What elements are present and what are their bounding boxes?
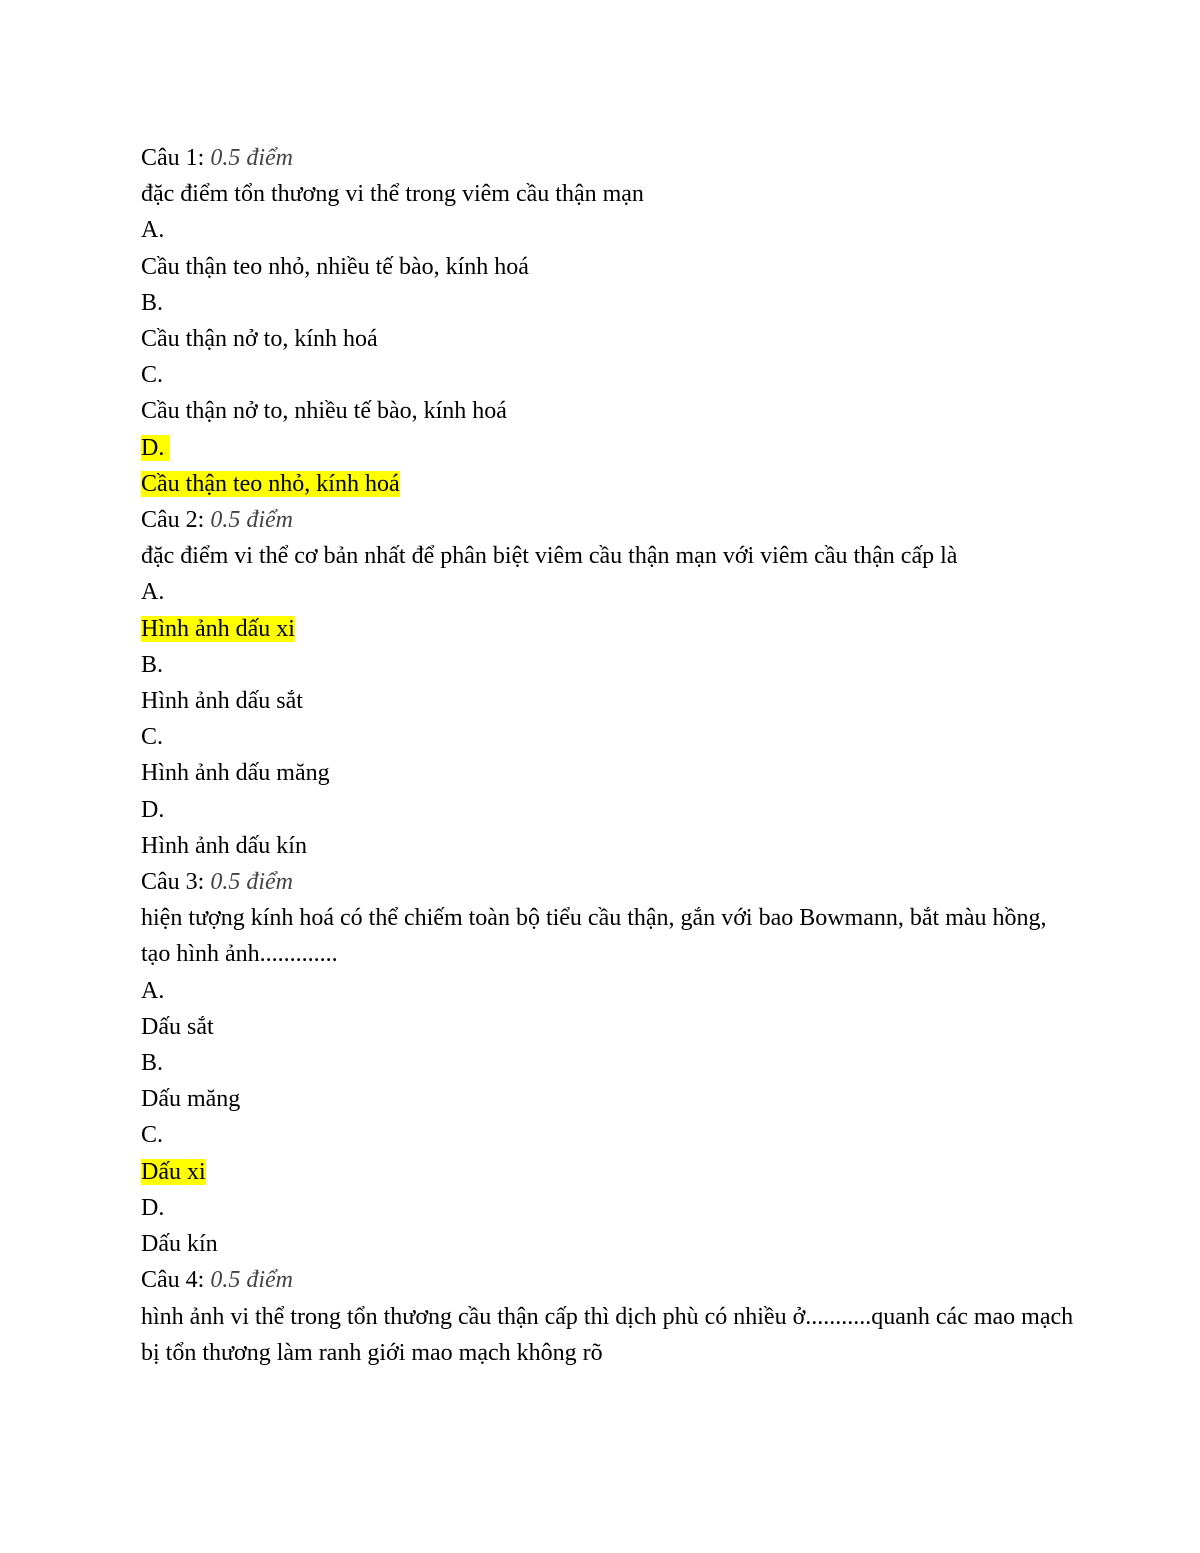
question-3-option-b-text: Dấu măng bbox=[141, 1086, 241, 1113]
question-1-option-b-letter: B. bbox=[141, 289, 164, 316]
question-3-option-c-letter: C. bbox=[141, 1122, 164, 1149]
document-page bbox=[141, 140, 1081, 1371]
question-2-option-a-text bbox=[141, 611, 1081, 647]
question-4-label: Câu 4: bbox=[141, 1267, 211, 1294]
question-2-text: đặc điểm vi thể cơ bản nhất để phân biệt viêm cầu thận mạn với viêm cầu thận cấp là bbox=[141, 543, 958, 570]
question-2 bbox=[141, 502, 1081, 864]
question-2-header bbox=[141, 502, 1081, 538]
question-2-option-d-text: Hình ảnh dấu kín bbox=[141, 832, 307, 859]
question-2-option-c-letter: C. bbox=[141, 724, 164, 751]
question-1-header bbox=[141, 140, 1081, 176]
question-2-points: 0.5 điểm bbox=[210, 507, 293, 534]
question-4-points: 0.5 điểm bbox=[210, 1267, 293, 1294]
highlighted-answer-text: Cầu thận teo nhỏ, kính hoá bbox=[141, 470, 400, 497]
question-2-label: Câu 2: bbox=[141, 507, 211, 534]
question-1-text: đặc điểm tổn thương vi thể trong viêm cầu thận mạn bbox=[141, 181, 644, 208]
question-3 bbox=[141, 864, 1081, 1262]
question-1-option-b-text: Cầu thận nở to, kính hoá bbox=[141, 326, 378, 353]
question-4 bbox=[141, 1262, 1081, 1371]
question-1-points: 0.5 điểm bbox=[210, 145, 293, 171]
question-1-option-c-text: Cầu thận nở to, nhiều tế bào, kính hoá bbox=[141, 398, 507, 425]
question-1-label: Câu 1: bbox=[141, 145, 211, 171]
question-1-option-d-text bbox=[141, 466, 1081, 502]
highlighted-answer-text: Hình ảnh dấu xi bbox=[141, 615, 295, 642]
question-1-option-c-letter: C. bbox=[141, 362, 164, 389]
highlighted-answer-text: Dấu xi bbox=[141, 1158, 206, 1185]
question-2-option-b-letter: B. bbox=[141, 651, 164, 678]
question-2-option-a-letter: A. bbox=[141, 579, 165, 606]
question-2-option-d-letter: D. bbox=[141, 796, 165, 823]
question-2-option-b-text: Hình ảnh dấu sắt bbox=[141, 688, 303, 715]
question-3-option-a-letter: A. bbox=[141, 977, 165, 1004]
question-3-header bbox=[141, 864, 1081, 900]
question-3-option-d-letter: D. bbox=[141, 1194, 165, 1221]
question-3-option-b-letter: B. bbox=[141, 1050, 164, 1077]
question-4-header bbox=[141, 1262, 1081, 1298]
question-3-text: hiện tượng kính hoá có thể chiếm toàn bộ tiểu cầu thận, gắn với bao Bowmann, bắt màu hồng, tạo hình ảnh............. bbox=[141, 905, 1047, 968]
question-3-option-c-text bbox=[141, 1154, 1081, 1190]
question-3-option-a-text: Dấu sắt bbox=[141, 1013, 214, 1040]
question-2-option-c-text: Hình ảnh dấu măng bbox=[141, 760, 330, 787]
question-1-option-a-letter: A. bbox=[141, 217, 165, 244]
question-1-option-a-text: Cầu thận teo nhỏ, nhiều tế bào, kính hoá bbox=[141, 253, 529, 280]
question-3-label: Câu 3: bbox=[141, 869, 211, 896]
question-1-option-d-letter bbox=[141, 430, 1081, 466]
question-4-text: hình ảnh vi thể trong tổn thương cầu thận cấp thì dịch phù có nhiều ở...........quanh các mao mạch bị tổn thương làm ranh giới mao mạch không rõ bbox=[141, 1303, 1074, 1366]
question-1 bbox=[141, 140, 1081, 502]
highlighted-answer-letter: D. bbox=[141, 434, 165, 461]
question-3-points: 0.5 điểm bbox=[210, 869, 293, 896]
question-3-option-d-text: Dấu kín bbox=[141, 1231, 218, 1258]
